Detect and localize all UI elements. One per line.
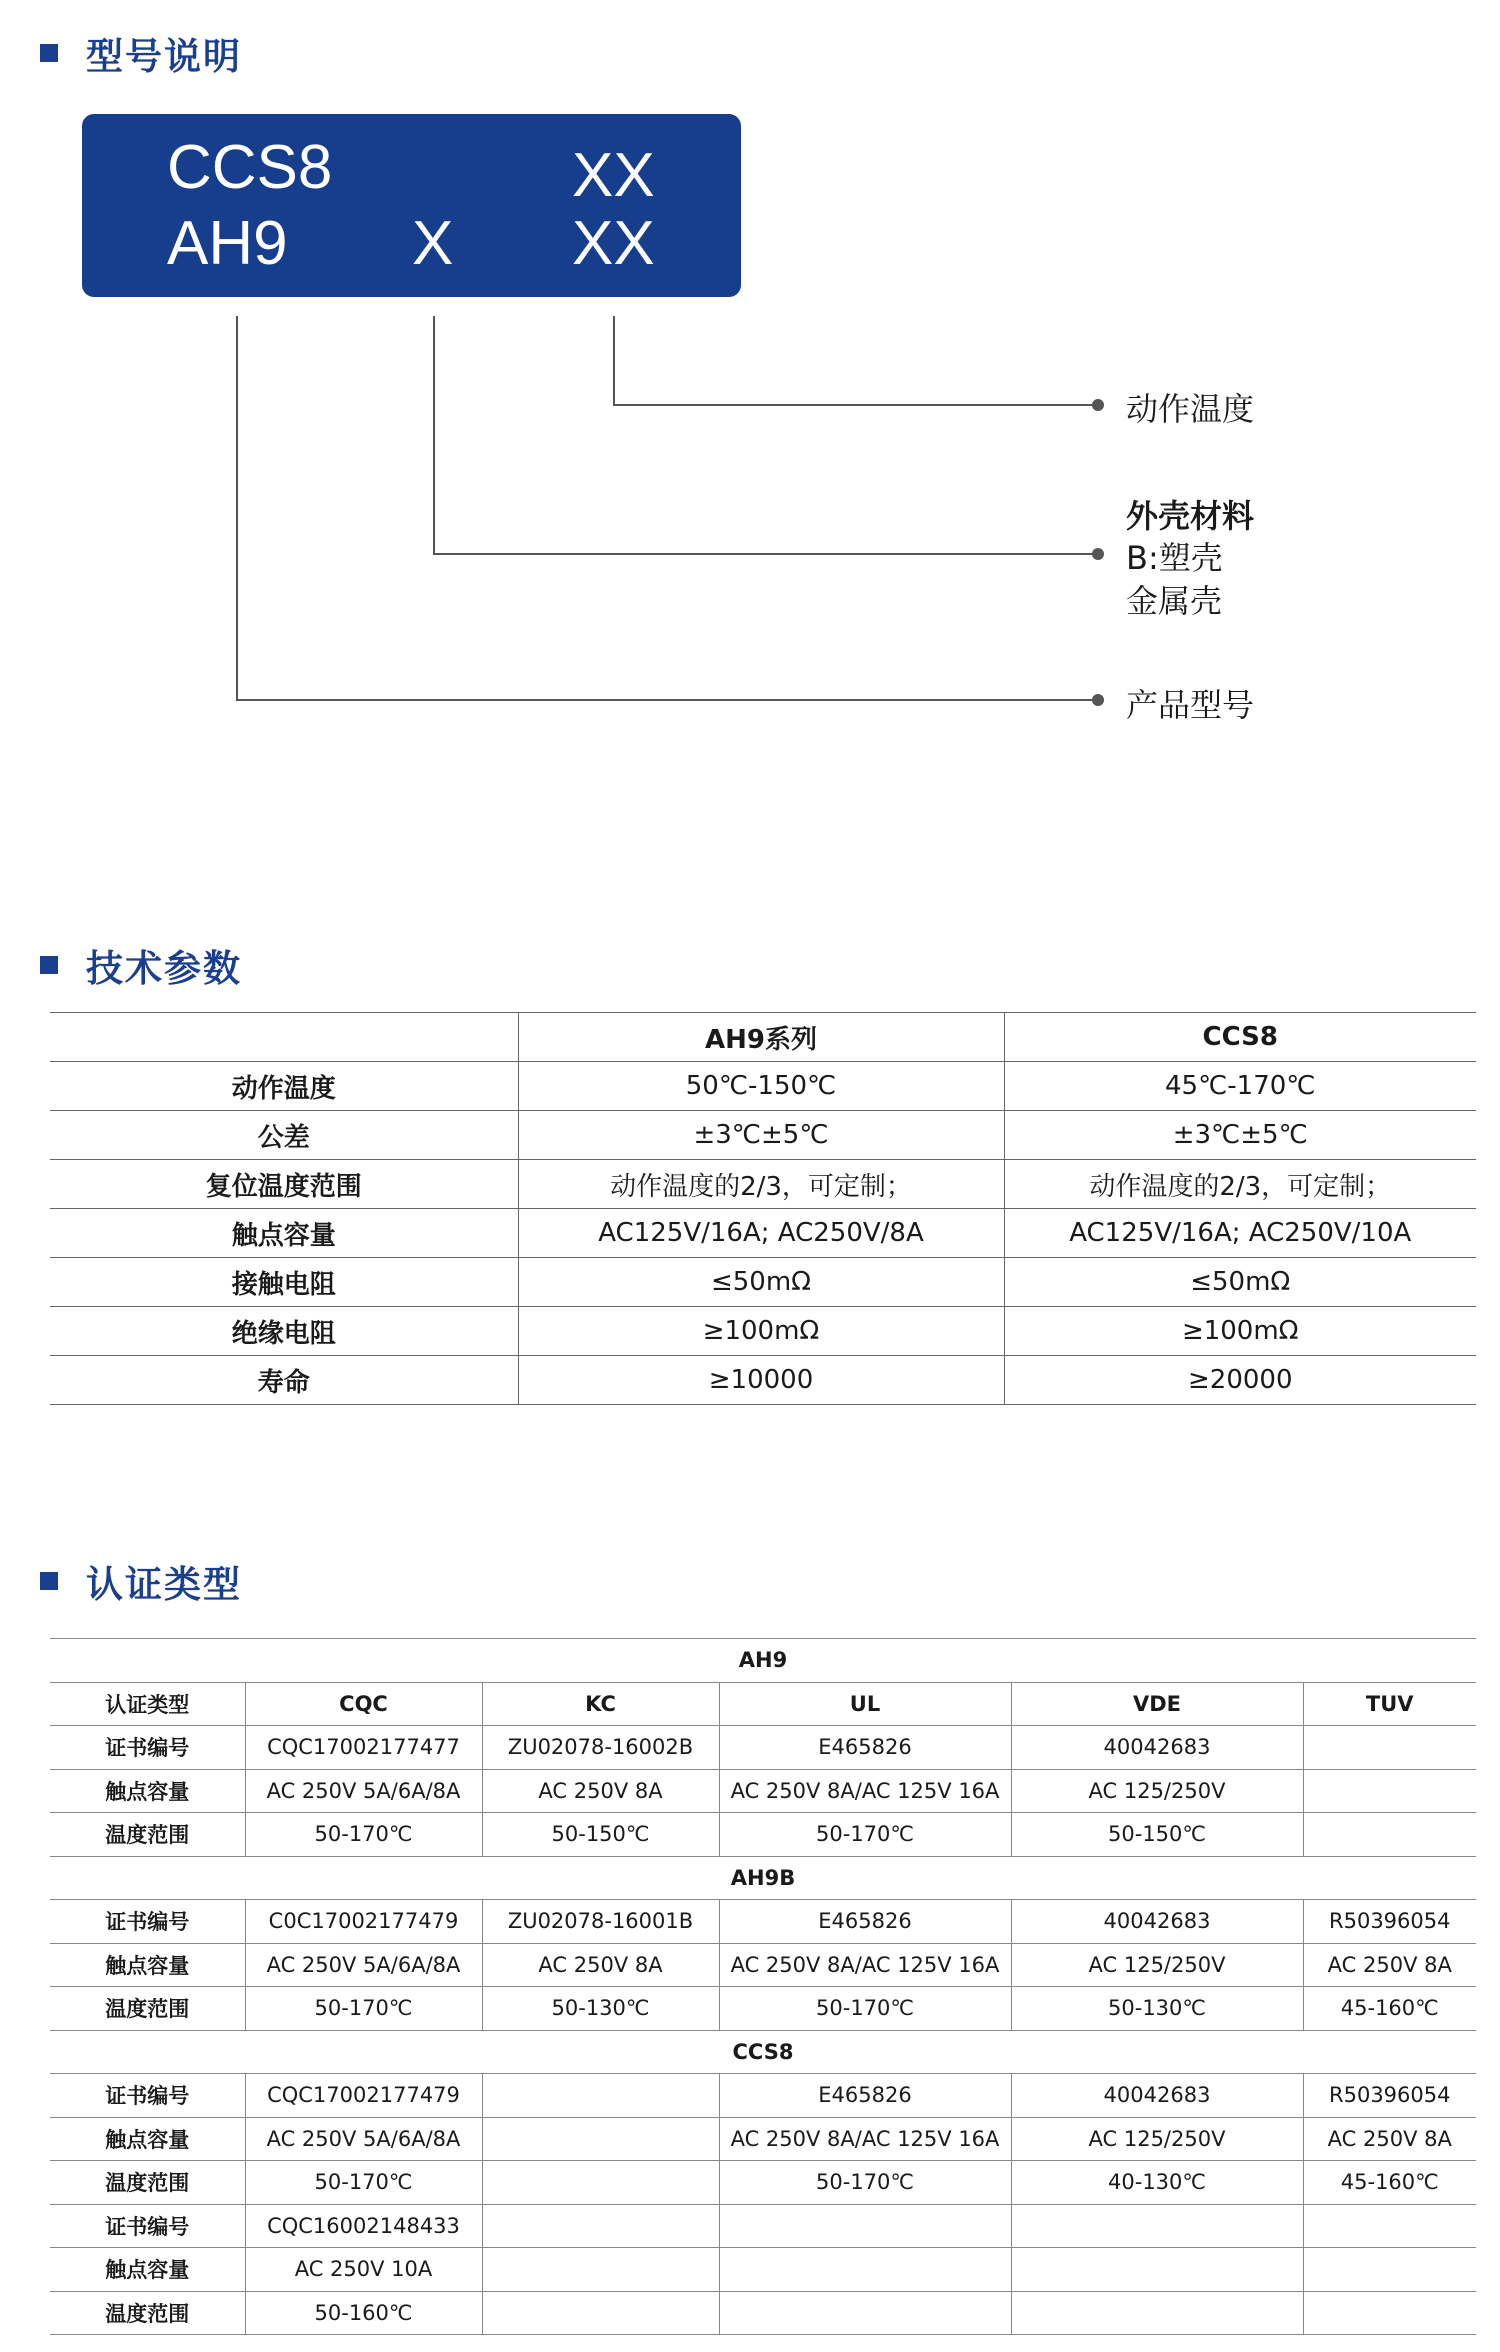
param-name: 复位温度范围: [50, 1160, 518, 1209]
cert-row-label: 触点容量: [50, 1943, 245, 1987]
cert-cell: CQC17002177477: [245, 1726, 482, 1770]
cert-cell: 50-170℃: [719, 2161, 1011, 2205]
cert-cell: 40042683: [1011, 2074, 1303, 2118]
param-value: ≥20000: [1004, 1356, 1476, 1405]
cert-cell: [719, 2204, 1011, 2248]
connector-dot-icon: [1092, 694, 1104, 706]
cert-cell: AC 250V 8A/AC 125V 16A: [719, 1769, 1011, 1813]
connector-shell: [434, 316, 1098, 554]
cert-cell: 45-160℃: [1303, 1987, 1476, 2031]
cert-cell: 50-170℃: [719, 1813, 1011, 1857]
param-value: AC125V/16A; AC250V/8A: [518, 1209, 1004, 1258]
cert-cell: [482, 2161, 719, 2205]
model-code-xx-bottom: XX: [572, 209, 655, 278]
cert-cell: [482, 2204, 719, 2248]
param-name: 触点容量: [50, 1209, 518, 1258]
param-name: 公差: [50, 1111, 518, 1160]
table-row: [50, 1356, 1476, 1405]
cert-table: [50, 1638, 1476, 2335]
param-value: ±3℃±5℃: [1004, 1111, 1476, 1160]
cert-group-ah9b: AH9B: [50, 1856, 1476, 1900]
cert-cell: E465826: [719, 2074, 1011, 2118]
cert-cell: ZU02078-16001B: [482, 1900, 719, 1944]
table-row: [50, 2117, 1476, 2161]
params-header-cell: CCS8: [1004, 1013, 1476, 1062]
model-code-ah9: AH9: [167, 209, 288, 278]
cert-cell: [482, 2291, 719, 2335]
cert-row-label: 触点容量: [50, 2248, 245, 2292]
cert-cell: AC 250V 8A: [482, 1769, 719, 1813]
cert-header-cell: TUV: [1303, 1682, 1476, 1726]
cert-cell: E465826: [719, 1726, 1011, 1770]
cert-cell: AC 125/250V: [1011, 1943, 1303, 1987]
cert-cell: [719, 2291, 1011, 2335]
cert-row-label: 触点容量: [50, 1769, 245, 1813]
cert-row-label: 触点容量: [50, 2117, 245, 2161]
model-legend-connectors: [0, 0, 1500, 760]
table-row: [50, 1307, 1476, 1356]
cert-header-row: [50, 1682, 1476, 1726]
cert-group-ccs8: CCS8: [50, 2030, 1476, 2074]
table-row: [50, 1987, 1476, 2031]
table-row: [50, 1813, 1476, 1857]
param-value: 动作温度的2/3，可定制；: [1004, 1160, 1476, 1209]
cert-cell: 40-130℃: [1011, 2161, 1303, 2205]
section-heading-params: [40, 940, 242, 990]
table-row: [50, 2161, 1476, 2205]
cert-row-label: 证书编号: [50, 2074, 245, 2118]
param-value: ±3℃±5℃: [518, 1111, 1004, 1160]
section-title: 技术参数: [86, 947, 242, 990]
cert-cell: AC 250V 8A/AC 125V 16A: [719, 2117, 1011, 2161]
table-row: [50, 1943, 1476, 1987]
cert-cell: AC 250V 8A: [1303, 2117, 1476, 2161]
legend-shell-b: B:塑壳: [1126, 539, 1223, 577]
cert-cell: AC 250V 8A: [482, 1943, 719, 1987]
cert-cell: [1303, 1726, 1476, 1770]
cert-cell: [1303, 2204, 1476, 2248]
param-value: ≥100mΩ: [518, 1307, 1004, 1356]
param-value: ≥100mΩ: [1004, 1307, 1476, 1356]
connector-dot-icon: [1092, 399, 1104, 411]
cert-cell: 50-170℃: [245, 1813, 482, 1857]
table-row: [50, 2248, 1476, 2292]
table-row: [50, 2204, 1476, 2248]
cert-cell: CQC16002148433: [245, 2204, 482, 2248]
cert-cell: AC 125/250V: [1011, 1769, 1303, 1813]
param-name: 动作温度: [50, 1062, 518, 1111]
cert-cell: [1011, 2248, 1303, 2292]
connector-product: [237, 316, 1098, 700]
connector-temp: [614, 316, 1098, 405]
cert-cell: 50-170℃: [245, 2161, 482, 2205]
cert-cell: [719, 2248, 1011, 2292]
cert-header-cell: CQC: [245, 1682, 482, 1726]
cert-group-row: [50, 1639, 1476, 1683]
table-row: [50, 2291, 1476, 2335]
cert-row-label: 温度范围: [50, 1813, 245, 1857]
cert-cell: CQC17002177479: [245, 2074, 482, 2118]
table-row: [50, 1900, 1476, 1944]
param-value: ≤50mΩ: [1004, 1258, 1476, 1307]
param-value: ≥10000: [518, 1356, 1004, 1405]
table-row: [50, 1062, 1476, 1111]
params-header-cell: [50, 1013, 518, 1062]
table-row: [50, 1258, 1476, 1307]
cert-cell: 50-170℃: [719, 1987, 1011, 2031]
cert-header-cell: KC: [482, 1682, 719, 1726]
cert-group-row: [50, 2030, 1476, 2074]
cert-cell: E465826: [719, 1900, 1011, 1944]
connector-dot-icon: [1092, 548, 1104, 560]
cert-cell: [1303, 1813, 1476, 1857]
cert-cell: [482, 2117, 719, 2161]
cert-group-ah9: AH9: [50, 1639, 1476, 1683]
table-row: [50, 1769, 1476, 1813]
cert-cell: [482, 2074, 719, 2118]
params-table: [50, 1012, 1476, 1405]
cert-cell: R50396054: [1303, 2074, 1476, 2118]
cert-header-cell: 认证类型: [50, 1682, 245, 1726]
param-name: 寿命: [50, 1356, 518, 1405]
table-row: [50, 1111, 1476, 1160]
params-header-row: [50, 1013, 1476, 1062]
cert-cell: 50-160℃: [245, 2291, 482, 2335]
model-code-xx-top: XX: [572, 141, 655, 210]
param-value: ≤50mΩ: [518, 1258, 1004, 1307]
table-row: [50, 1160, 1476, 1209]
cert-cell: AC 250V 10A: [245, 2248, 482, 2292]
table-row: [50, 2074, 1476, 2118]
cert-cell: AC 125/250V: [1011, 2117, 1303, 2161]
cert-cell: [1303, 2291, 1476, 2335]
cert-cell: AC 250V 5A/6A/8A: [245, 1943, 482, 1987]
section-title: 型号说明: [86, 35, 242, 78]
legend-shell-metal: 金属壳: [1126, 582, 1223, 620]
cert-cell: 50-150℃: [482, 1813, 719, 1857]
cert-row-label: 证书编号: [50, 2204, 245, 2248]
cert-cell: 50-130℃: [1011, 1987, 1303, 2031]
cert-cell: AC 250V 8A: [1303, 1943, 1476, 1987]
model-code-x: X: [412, 209, 454, 278]
cert-cell: AC 250V 5A/6A/8A: [245, 2117, 482, 2161]
heading-square-icon: [40, 1572, 58, 1590]
cert-cell: 50-150℃: [1011, 1813, 1303, 1857]
cert-cell: 50-130℃: [482, 1987, 719, 2031]
legend-shell-title: 外壳材料: [1126, 497, 1255, 535]
table-row: [50, 1209, 1476, 1258]
cert-cell: AC 250V 5A/6A/8A: [245, 1769, 482, 1813]
param-name: 绝缘电阻: [50, 1307, 518, 1356]
cert-row-label: 证书编号: [50, 1900, 245, 1944]
cert-cell: [1011, 2291, 1303, 2335]
cert-row-label: 温度范围: [50, 2291, 245, 2335]
cert-cell: [1011, 2204, 1303, 2248]
cert-cell: ZU02078-16002B: [482, 1726, 719, 1770]
cert-cell: C0C17002177479: [245, 1900, 482, 1944]
param-value: 45℃-170℃: [1004, 1062, 1476, 1111]
params-header-cell: AH9系列: [518, 1013, 1004, 1062]
section-heading-cert: [40, 1556, 242, 1606]
param-name: 接触电阻: [50, 1258, 518, 1307]
cert-cell: AC 250V 8A/AC 125V 16A: [719, 1943, 1011, 1987]
cert-header-cell: VDE: [1011, 1682, 1303, 1726]
section-title: 认证类型: [86, 1563, 242, 1606]
param-value: 动作温度的2/3，可定制；: [518, 1160, 1004, 1209]
cert-group-row: [50, 1856, 1476, 1900]
cert-cell: 50-170℃: [245, 1987, 482, 2031]
cert-cell: [1303, 1769, 1476, 1813]
legend-temp: 动作温度: [1126, 390, 1255, 428]
cert-cell: 45-160℃: [1303, 2161, 1476, 2205]
model-code-ccs8: CCS8: [167, 133, 333, 202]
cert-row-label: 温度范围: [50, 2161, 245, 2205]
cert-cell: 40042683: [1011, 1726, 1303, 1770]
table-row: [50, 1726, 1476, 1770]
cert-row-label: 温度范围: [50, 1987, 245, 2031]
cert-row-label: 证书编号: [50, 1726, 245, 1770]
param-value: AC125V/16A; AC250V/10A: [1004, 1209, 1476, 1258]
legend-product: 产品型号: [1126, 686, 1255, 724]
cert-cell: [482, 2248, 719, 2292]
cert-cell: [1303, 2248, 1476, 2292]
cert-cell: R50396054: [1303, 1900, 1476, 1944]
cert-cell: 40042683: [1011, 1900, 1303, 1944]
param-value: 50℃-150℃: [518, 1062, 1004, 1111]
cert-header-cell: UL: [719, 1682, 1011, 1726]
heading-square-icon: [40, 956, 58, 974]
